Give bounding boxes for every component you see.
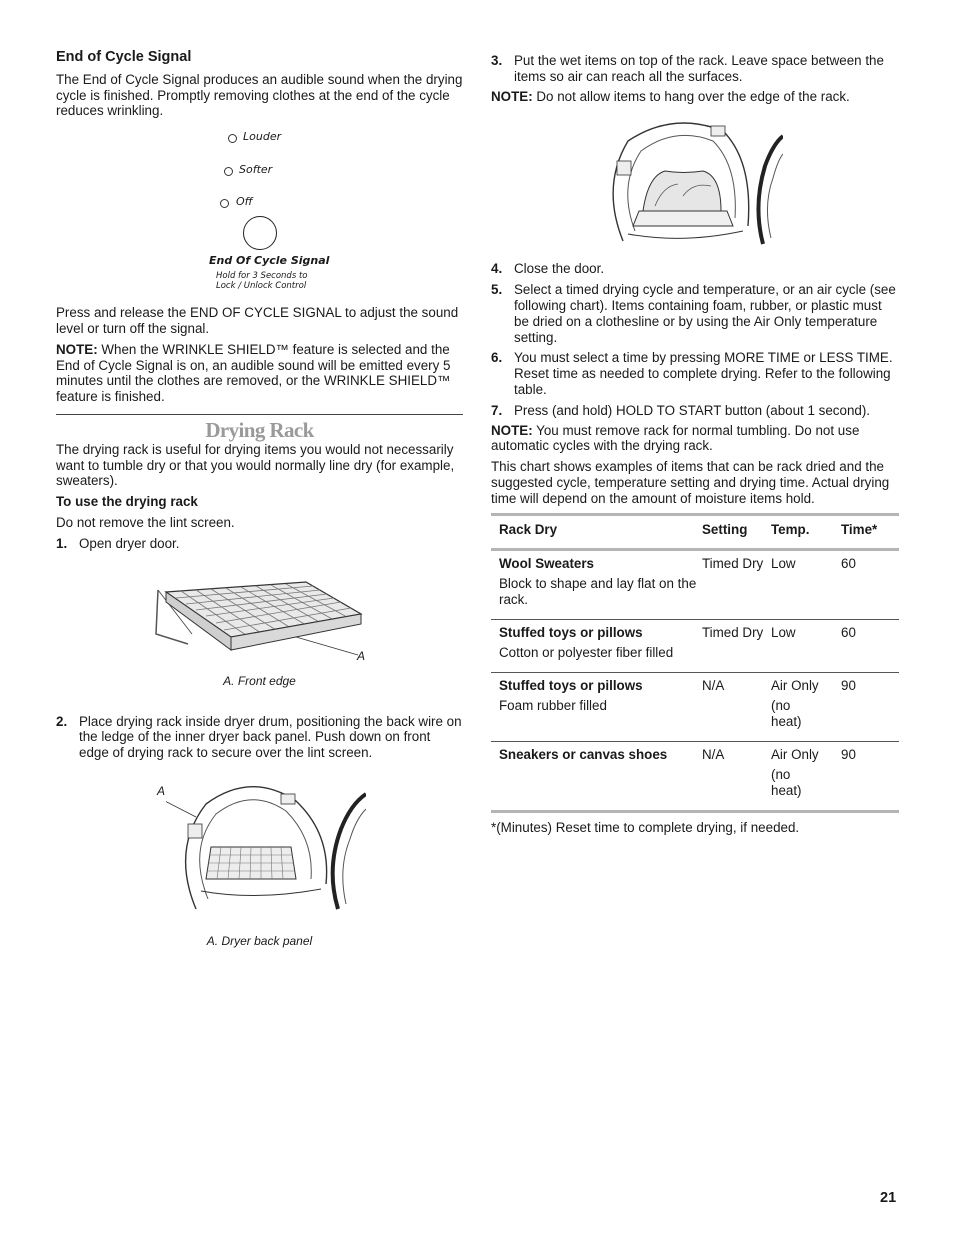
item-description: Foam rubber filled bbox=[499, 697, 607, 713]
rack-figure bbox=[56, 562, 463, 702]
setting-cell: Timed Dry bbox=[702, 555, 764, 571]
drying-rack-title: Drying Rack bbox=[205, 417, 314, 442]
temp-cell bbox=[771, 672, 841, 741]
step-1 bbox=[56, 536, 463, 552]
off-label: Off bbox=[236, 195, 253, 209]
step-number: 1. bbox=[56, 535, 68, 551]
step-number: 3. bbox=[491, 53, 503, 68]
step-number: 2. bbox=[56, 713, 68, 729]
front-edge-callout: A bbox=[357, 648, 366, 663]
step-number: 7. bbox=[491, 402, 503, 418]
step-5 bbox=[491, 282, 899, 345]
header-time: Time* bbox=[841, 521, 878, 537]
item-name: Sneakers or canvas shoes bbox=[499, 746, 668, 762]
header-rack-dry: Rack Dry bbox=[499, 521, 558, 537]
step-4 bbox=[491, 261, 899, 277]
items-figure bbox=[491, 114, 899, 254]
softer-label: Softer bbox=[239, 163, 273, 177]
item-name: Wool Sweaters bbox=[499, 555, 595, 571]
note-text: When the WRINKLE SHIELD™ feature is selected and the End of Cycle Signal is on, an audible sound will be emitted every 5 minutes until the clothes are removed, or the WRINKLE SHIELD™ feature is finished. bbox=[56, 341, 451, 405]
item-description: Block to shape and lay flat on the rack. bbox=[499, 575, 697, 607]
use-rack-heading: To use the drying rack bbox=[56, 494, 198, 510]
temp-value: Air Only bbox=[771, 677, 819, 693]
step-number: 5. bbox=[491, 282, 503, 298]
right-column bbox=[491, 53, 899, 835]
step-3 bbox=[491, 53, 899, 85]
dryer-figure bbox=[56, 779, 463, 949]
setting-cell: N/A bbox=[702, 677, 725, 693]
step-text: Place drying rack inside dryer drum, positioning the back wire on the ledge of the inner dryer back panel. Push down on front edge of drying rack to secure over the lint screen. bbox=[79, 713, 462, 761]
temp-cell bbox=[771, 741, 841, 811]
note-label: NOTE: bbox=[491, 88, 533, 104]
wrinkle-note bbox=[56, 342, 463, 405]
off-indicator-icon bbox=[220, 199, 229, 208]
step-text: Select a timed drying cycle and temperature, or an air cycle (see following chart). Items containing foam, rubber, or plastic must be dried on a clothesline or by using the Air Only temperature setting. bbox=[514, 282, 896, 345]
drying-rack-intro: The drying rack is useful for drying items you would not necessarily want to tumble dry or that you would normally line dry (for example, sweaters). bbox=[56, 441, 455, 489]
temp-cell bbox=[771, 619, 841, 672]
step-text: You must select a time by pressing MORE TIME or LESS TIME. Reset time as needed to complete drying. Refer to the following table. bbox=[514, 350, 893, 397]
drying-rack-illustration bbox=[96, 562, 416, 692]
chart-intro: This chart shows examples of items that can be rack dried and the suggested cycle, temperature setting and drying time. Actual drying time will depend on the amount of moisture items hold. bbox=[491, 459, 890, 506]
setting-cell: N/A bbox=[702, 746, 725, 762]
time-cell: 90 bbox=[841, 677, 856, 693]
cycle-signal-panel bbox=[56, 121, 463, 297]
table-row bbox=[491, 741, 899, 811]
setting-cell: Timed Dry bbox=[702, 624, 764, 640]
press-instruction: Press and release the END OF CYCLE SIGNAL to adjust the sound level or turn off the signal. bbox=[56, 305, 459, 336]
temp-value: Low bbox=[771, 555, 796, 571]
item-name: Stuffed toys or pillows bbox=[499, 624, 643, 640]
note-label: NOTE: bbox=[56, 341, 98, 357]
page-number: 21 bbox=[880, 1190, 897, 1206]
time-cell: 90 bbox=[841, 746, 856, 762]
step-text: Open dryer door. bbox=[79, 535, 180, 551]
hold-instruction-line1: Hold for 3 Seconds to bbox=[216, 271, 308, 282]
rack-dry-table bbox=[491, 513, 899, 813]
temp-note: (no heat) bbox=[771, 766, 802, 798]
step-6 bbox=[491, 350, 899, 397]
item-description: Cotton or polyester fiber filled bbox=[499, 644, 674, 660]
back-panel-callout: A bbox=[157, 783, 166, 798]
step-text: Press (and hold) HOLD TO START button (about 1 second). bbox=[514, 402, 871, 418]
tumbling-note bbox=[491, 423, 899, 455]
step-2 bbox=[56, 714, 463, 761]
temp-value: Low bbox=[771, 624, 796, 640]
front-edge-caption: A. Front edge bbox=[223, 673, 296, 688]
temp-note: (no heat) bbox=[771, 697, 802, 729]
softer-indicator-icon bbox=[224, 167, 233, 176]
step-7 bbox=[491, 403, 899, 419]
temp-cell bbox=[771, 549, 841, 619]
hang-note bbox=[491, 89, 899, 105]
cycle-signal-button[interactable] bbox=[243, 216, 277, 250]
cycle-signal-intro: The End of Cycle Signal produces an audible sound when the drying cycle is finished. Promptly removing clothes at the end of the cycle reduces wrinkling. bbox=[56, 71, 463, 119]
header-temp: Temp. bbox=[771, 521, 810, 537]
louder-label: Louder bbox=[243, 130, 282, 144]
step-text: Close the door. bbox=[514, 261, 605, 277]
step-number: 4. bbox=[491, 261, 503, 277]
cycle-signal-heading: End of Cycle Signal bbox=[56, 49, 192, 65]
item-name: Stuffed toys or pillows bbox=[499, 677, 643, 693]
section-divider bbox=[56, 414, 463, 415]
table-row bbox=[491, 549, 899, 619]
dryer-drum-rack-illustration bbox=[166, 779, 366, 919]
left-column bbox=[56, 50, 463, 949]
hold-instruction-line2: Lock / Unlock Control bbox=[216, 281, 307, 292]
note-label: NOTE: bbox=[491, 422, 533, 438]
step-text: Put the wet items on top of the rack. Leave space between the items so air can reach all the surfaces. bbox=[514, 53, 884, 84]
cycle-signal-button-label: End Of Cycle Signal bbox=[209, 254, 330, 268]
table-row bbox=[491, 619, 899, 672]
back-panel-caption: A. Dryer back panel bbox=[206, 933, 313, 948]
header-setting: Setting bbox=[702, 521, 748, 537]
table-header-row bbox=[491, 514, 899, 549]
lint-screen-text: Do not remove the lint screen. bbox=[56, 514, 235, 530]
note-text: You must remove rack for normal tumbling. Do not use automatic cycles with the drying rack. bbox=[491, 422, 860, 454]
step-number: 6. bbox=[491, 350, 503, 366]
table-row bbox=[491, 672, 899, 741]
note-text: Do not allow items to hang over the edge of the rack. bbox=[536, 88, 850, 104]
table-footnote: *(Minutes) Reset time to complete drying, if needed. bbox=[491, 819, 800, 835]
temp-value: Air Only bbox=[771, 746, 819, 762]
dryer-with-items-illustration bbox=[603, 116, 783, 248]
louder-indicator-icon bbox=[228, 134, 237, 143]
time-cell: 60 bbox=[841, 555, 856, 571]
time-cell: 60 bbox=[841, 624, 856, 640]
